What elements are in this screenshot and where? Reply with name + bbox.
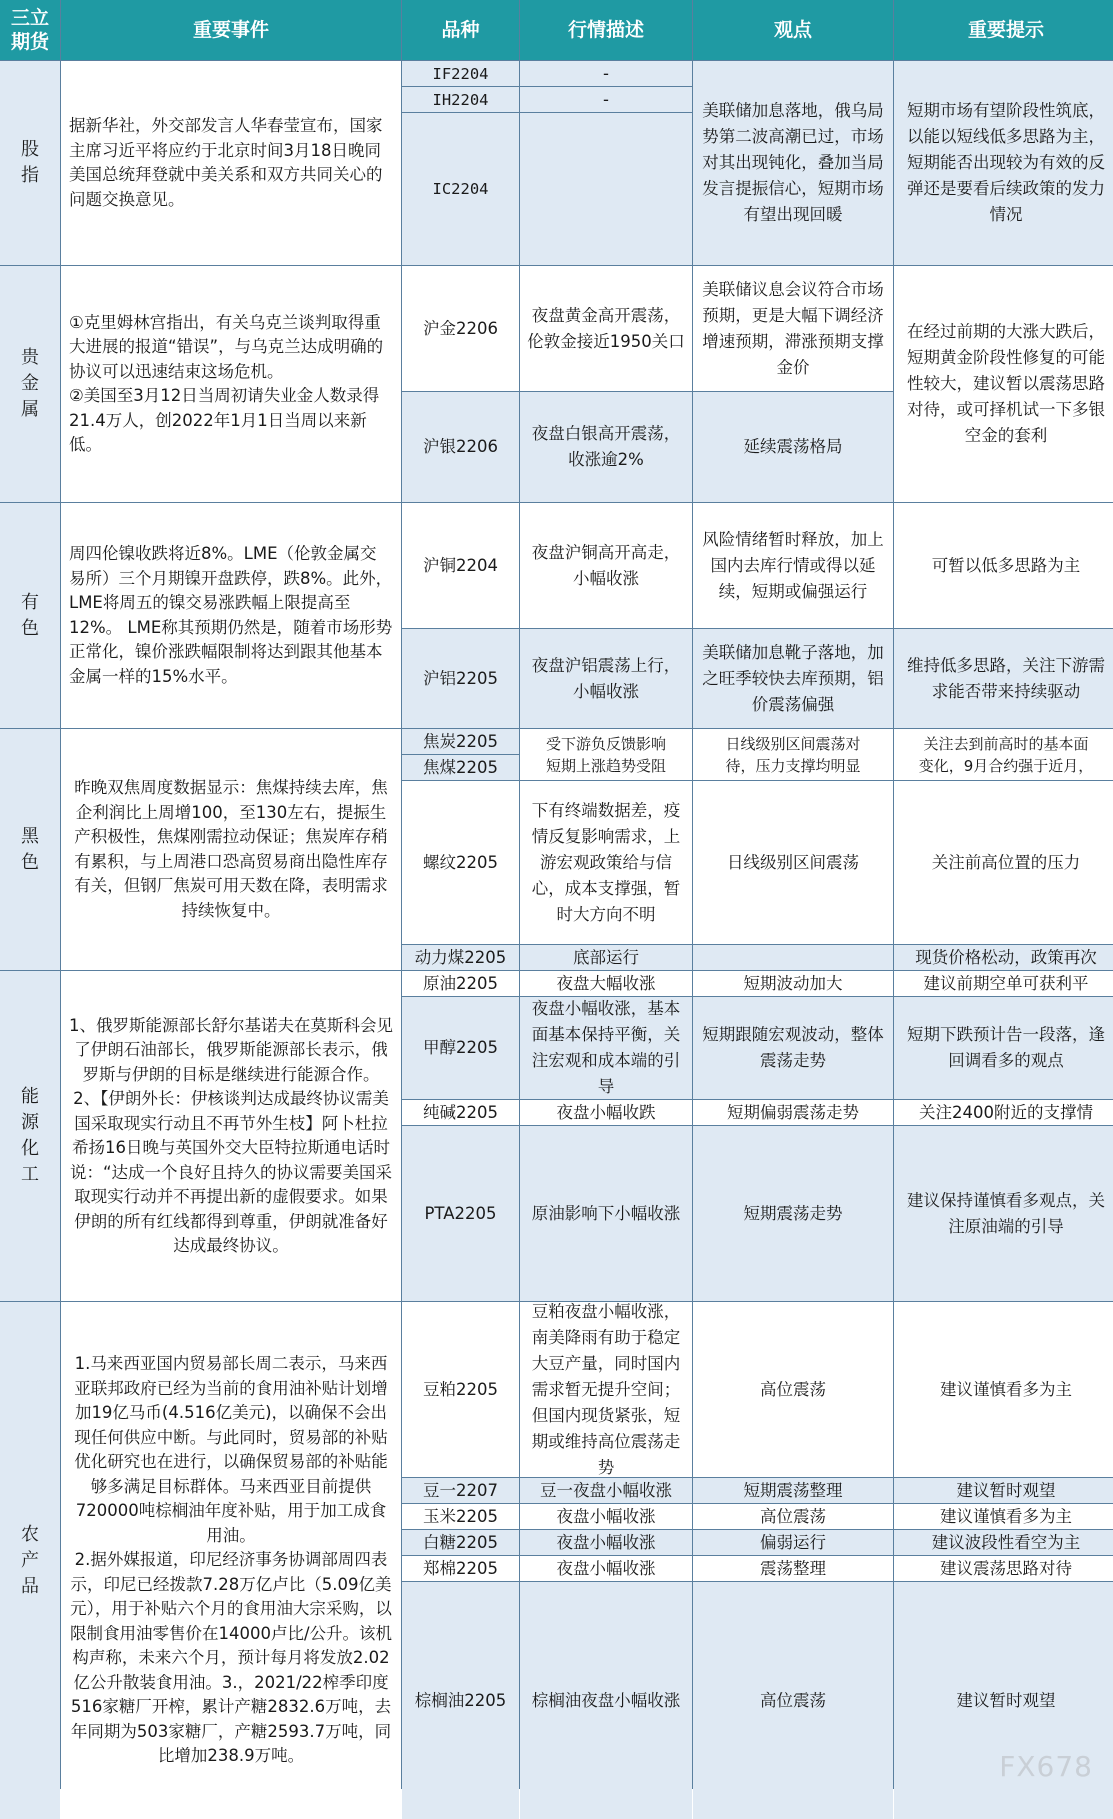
energy-event: 1、俄罗斯能源部长舒尔基诺夫在莫斯科会见了伊朗石油部长，俄罗斯能源部长表示，俄罗斯与伊朗的目标是继续进行能源合作。 2、【伊朗外长：伊核谈判达成最终协议需美国采取现实行动且不再节外生枝】阿卜杜拉希扬16日晚与英国外交大臣特拉斯通电话时说：“达成一个良好且持久的协议需要美国采取现实行动并不再提出新的虚假要求。如果伊朗的所有红线都得到尊重，伊朗就准备好达成最终协议。 — [61, 971, 401, 1301]
view-aluminum: 美联储加息靴子落地，加之旺季较快去库预期，铝价震荡偏强 — [693, 629, 893, 728]
product-sugar: 白糖2205 — [402, 1530, 519, 1555]
tip-methanol: 短期下跌预计告一段落，逢回调看多的观点 — [894, 997, 1113, 1099]
tip-pta: 建议保持谨慎看多观点，关注原油端的引导 — [894, 1126, 1113, 1301]
view-copper: 风险情绪暂时释放，加上国内去库行情或得以延续，短期或偏强运行 — [693, 503, 893, 628]
view-gold: 美联储议息会议符合市场预期，更是大幅下调经济增速预期，滞涨预期支撑金价 — [693, 266, 893, 391]
product-pta: PTA2205 — [402, 1126, 519, 1301]
desc-pta: 原油影响下小幅收涨 — [520, 1126, 692, 1301]
tip-crude: 建议前期空单可获利平 — [894, 971, 1113, 996]
product-rebar: 螺纹2205 — [402, 781, 519, 944]
product-ih: IH2204 — [402, 87, 519, 112]
desc-soda-ash: 夜盘小幅收跌 — [520, 1100, 692, 1125]
view-corn: 高位震荡 — [693, 1504, 893, 1529]
product-if: IF2204 — [402, 61, 519, 86]
desc-silver: 夜盘白银高开震荡，收涨逾2% — [520, 392, 692, 502]
section-ferrous: 黑 色 — [0, 729, 60, 970]
header-product: 品种 — [402, 0, 519, 60]
desc-soybean: 豆一夜盘小幅收涨 — [520, 1478, 692, 1503]
tip-copper: 可暂以低多思路为主 — [894, 503, 1113, 628]
desc-rebar: 下有终端数据差，疫情反复影响需求，上游宏观政策给与信心，成本支撑强，暂时大方向不明 — [520, 781, 692, 944]
desc-copper: 夜盘沪铜高开高走，小幅收涨 — [520, 503, 692, 628]
watermark: FX678 — [999, 1750, 1093, 1783]
section-nonferrous: 有 色 — [0, 503, 60, 728]
desc-gold: 夜盘黄金高开震荡，伦敦金接近1950关口 — [520, 266, 692, 391]
product-ic: IC2204 — [402, 113, 519, 265]
product-thermal-coal: 动力煤2205 — [402, 945, 519, 970]
view-thermal-coal — [693, 945, 893, 970]
desc-crude: 夜盘大幅收涨 — [520, 971, 692, 996]
view-rebar: 日线级别区间震荡 — [693, 781, 893, 944]
product-cotton: 郑棉2205 — [402, 1556, 519, 1581]
precious-tip: 在经过前期的大涨大跌后，短期黄金阶段性修复的可能性较大，建议暂以震荡思路对待，或可择机试一下多银空金的套利 — [894, 266, 1113, 502]
product-coke: 焦炭2205 — [402, 729, 519, 754]
desc-ih: - — [520, 87, 692, 112]
tip-coke: 关注去到前高时的基本面 变化，9月合约强于近月， — [894, 729, 1113, 780]
desc-palm-oil: 棕榈油夜盘小幅收涨 — [520, 1582, 692, 1819]
product-aluminum: 沪铝2205 — [402, 629, 519, 728]
tip-soybean: 建议暂时观望 — [894, 1478, 1113, 1503]
view-coke: 日线级别区间震荡对 待，压力支撑均明显 — [693, 729, 893, 780]
product-methanol: 甲醇2205 — [402, 997, 519, 1099]
product-crude: 原油2205 — [402, 971, 519, 996]
desc-sugar: 夜盘小幅收涨 — [520, 1530, 692, 1555]
desc-soymeal: 豆粕夜盘小幅收涨，南美降雨有助于稳定大豆产量，同时国内需求暂无提升空间；但国内现货紧张，短期或维持高位震荡走势 — [520, 1302, 692, 1477]
desc-methanol: 夜盘小幅收涨，基本面基本保持平衡，关注宏观和成本端的引导 — [520, 997, 692, 1099]
product-soybean: 豆一2207 — [402, 1478, 519, 1503]
tip-aluminum: 维持低多思路，关注下游需求能否带来持续驱动 — [894, 629, 1113, 728]
nonferrous-event: 周四伦镍收跌将近8%。LME（伦敦金属交易所）三个月期镍开盘跌停，跌8%。此外，LME将周五的镍交易涨跌幅上限提高至12%。 LME称其预期仍然是，随着市场形势正常化，镍价涨跌幅限制将达到跟其他基本金属一样的15%水平。 — [61, 503, 401, 728]
desc-corn: 夜盘小幅收涨 — [520, 1504, 692, 1529]
header-market-desc: 行情描述 — [520, 0, 692, 60]
desc-if: - — [520, 61, 692, 86]
view-silver: 延续震荡格局 — [693, 392, 893, 502]
tip-soda-ash: 关注2400附近的支撑情 — [894, 1100, 1113, 1125]
view-soymeal: 高位震荡 — [693, 1302, 893, 1477]
product-soda-ash: 纯碱2205 — [402, 1100, 519, 1125]
view-soybean: 短期震荡整理 — [693, 1478, 893, 1503]
desc-coke: 受下游负反馈影响 短期上涨趋势受阻 — [520, 729, 692, 780]
product-coking-coal: 焦煤2205 — [402, 755, 519, 780]
desc-ic — [520, 113, 692, 265]
view-crude: 短期波动加大 — [693, 971, 893, 996]
product-soymeal: 豆粕2205 — [402, 1302, 519, 1477]
ferrous-event: 昨晚双焦周度数据显示：焦煤持续去库，焦企利润比上周增100，至130左右，提振生产积极性，焦煤刚需拉动保证；焦炭库存稍有累积，与上周港口恐高贸易商出隐性库存有关，但钢厂焦炭可用天数在降，表明需求持续恢复中。 — [61, 729, 401, 970]
view-sugar: 偏弱运行 — [693, 1530, 893, 1555]
desc-aluminum: 夜盘沪铝震荡上行，小幅收涨 — [520, 629, 692, 728]
view-palm-oil: 高位震荡 — [693, 1582, 893, 1819]
product-copper: 沪铜2204 — [402, 503, 519, 628]
tip-rebar: 关注前高位置的压力 — [894, 781, 1113, 944]
header-view: 观点 — [693, 0, 893, 60]
tip-palm-oil: 建议暂时观望 — [894, 1582, 1113, 1819]
product-gold: 沪金2206 — [402, 266, 519, 391]
tip-sugar: 建议波段性看空为主 — [894, 1530, 1113, 1555]
section-energy: 能 源 化 工 — [0, 971, 60, 1301]
tip-soymeal: 建议谨慎看多为主 — [894, 1302, 1113, 1477]
section-precious: 贵 金 属 — [0, 266, 60, 502]
tip-corn: 建议谨慎看多为主 — [894, 1504, 1113, 1529]
desc-thermal-coal: 底部运行 — [520, 945, 692, 970]
equity-view: 美联储加息落地，俄乌局势第二波高潮已过，市场对其出现钝化，叠加当局发言提振信心，短期市场有望出现回暖 — [693, 61, 893, 265]
product-palm-oil: 棕榈油2205 — [402, 1582, 519, 1819]
desc-cotton: 夜盘小幅收涨 — [520, 1556, 692, 1581]
tip-cotton: 建议震荡思路对待 — [894, 1556, 1113, 1581]
view-pta: 短期震荡走势 — [693, 1126, 893, 1301]
agri-event: 1.马来西亚国内贸易部长周二表示，马来西亚联邦政府已经为当前的食用油补贴计划增加19亿马币(4.516亿美元)，以确保不会出现任何供应中断。与此同时，贸易部的补贴优化研究也在进行，以确保贸易部的补贴能够多满足目标群体。马来西亚目前提供720000吨棕榈油年度补贴，用于加工成食用油。 2.据外媒报道，印尼经济事务协调部周四表示，印尼已经拨款7.28万亿卢比（5.09亿美元），用于补贴六个月的食用油大宗采购，以限制食用油零售价在14000卢比/公升。该机构声称，未来六个月，预计每月将发放2.02亿公升散装食用油。3.，2021/22榨季印度516家糖厂开榨，累计产糖2832.6万吨，去年同期为503家糖厂，产糖2593.7万吨，同比增加238.9万吨。 — [61, 1302, 401, 1819]
equity-event: 据新华社，外交部发言人华春莹宣布，国家主席习近平将应约于北京时间3月18日晚同美国总统拜登就中美关系和双方共同关心的问题交换意见。 — [61, 61, 401, 265]
tip-thermal-coal: 现货价格松动，政策再次 — [894, 945, 1113, 970]
section-equity: 股 指 — [0, 61, 60, 265]
header-company: 三立 期货 — [0, 0, 60, 60]
view-methanol: 短期跟随宏观波动，整体震荡走势 — [693, 997, 893, 1099]
equity-tip: 短期市场有望阶段性筑底，以能以短线低多思路为主，短期能否出现较为有效的反弹还是要看后续政策的发力情况 — [894, 61, 1113, 265]
precious-event: ①克里姆林宫指出，有关乌克兰谈判取得重大进展的报道“错误”，与乌克兰达成明确的协议可以迅速结束这场危机。 ②美国至3月12日当周初请失业金人数录得21.4万人，创2022年1月1日当周以来新低。 — [61, 266, 401, 502]
header-events: 重要事件 — [61, 0, 401, 60]
view-soda-ash: 短期偏弱震荡走势 — [693, 1100, 893, 1125]
section-agri: 农 产 品 — [0, 1302, 60, 1819]
product-silver: 沪银2206 — [402, 392, 519, 502]
view-cotton: 震荡整理 — [693, 1556, 893, 1581]
product-corn: 玉米2205 — [402, 1504, 519, 1529]
header-tip: 重要提示 — [894, 0, 1113, 60]
